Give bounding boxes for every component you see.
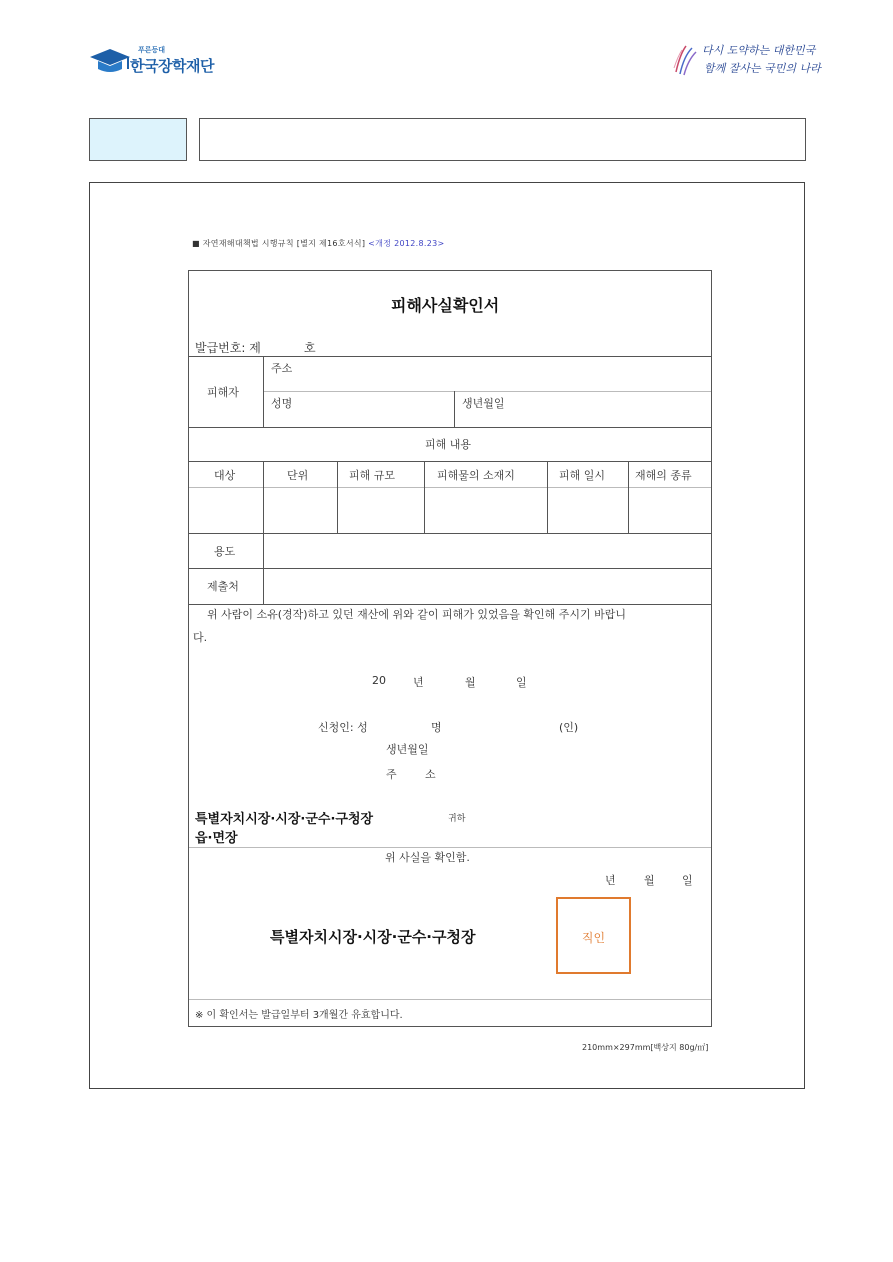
validity-note: ※ 이 확인서는 발급일부터 3개월간 유효합니다. (195, 1010, 403, 1021)
rule (189, 568, 711, 569)
rule (454, 391, 455, 427)
addressee-line-2: 읍·면장 (195, 831, 238, 846)
section-title-box (199, 118, 806, 161)
purpose-label: 용도 (214, 545, 236, 558)
rule (424, 461, 425, 533)
rule (263, 356, 264, 427)
column-header: 피해 규모 (349, 469, 396, 482)
slogan-emblem-icon (672, 42, 698, 78)
foundation-logo (88, 44, 228, 80)
birth-label: 생년월일 (462, 397, 505, 410)
rule (189, 604, 711, 605)
name-label: 성명 (271, 397, 293, 410)
applicant-address-label-2: 소 (425, 768, 436, 781)
date-month-unit: 월 (465, 676, 476, 689)
rule (189, 461, 711, 462)
rule (263, 391, 711, 392)
official-seal-text: 직인 (581, 931, 606, 945)
addressee-honorific: 귀하 (448, 814, 466, 824)
column-header: 대상 (214, 469, 236, 482)
victim-label: 피해자 (207, 386, 239, 399)
slogan-line-2: 함께 잘사는 국민의 나라 (704, 62, 821, 75)
rule (337, 461, 338, 533)
issue-number-label: 발급번호: 제 (195, 341, 261, 355)
rule (189, 999, 711, 1000)
official-seal-box (556, 897, 631, 974)
issuing-authority: 특별자치시장·시장·군수·구청장 (270, 928, 476, 946)
confirm-year: 년 (605, 874, 616, 887)
legal-basis (192, 238, 445, 249)
confirm-month: 월 (644, 874, 655, 887)
date-year-unit: 년 (413, 676, 424, 689)
rule (189, 533, 711, 534)
confirm-day: 일 (682, 874, 693, 887)
applicant-birth-label: 생년월일 (386, 743, 429, 756)
column-header: 재해의 종류 (635, 469, 692, 482)
form-title: 피해사실확인서 (391, 296, 500, 315)
paper-size-note: 210mm×297mm[백상지 80g/㎡] (582, 1043, 709, 1052)
column-header: 피해물의 소재지 (437, 469, 515, 482)
issue-number-suffix: 호 (304, 341, 316, 355)
date-year: 20 (372, 674, 386, 687)
applicant-address-label-1: 주 (386, 768, 397, 781)
graduation-cap-icon (88, 46, 132, 78)
government-slogan (672, 40, 821, 80)
rule (189, 847, 711, 848)
request-text-line-2: 다. (193, 631, 208, 644)
seal-mark: (인) (559, 721, 579, 734)
rule (263, 461, 264, 533)
column-header: 피해 일시 (559, 469, 606, 482)
slogan-line-1: 다시 도약하는 대한민국 (702, 44, 816, 57)
damage-section-title: 피해 내용 (425, 438, 472, 451)
rule (189, 427, 711, 428)
applicant-name-unit: 명 (431, 721, 442, 734)
section-label-box (89, 118, 187, 161)
date-day-unit: 일 (516, 676, 527, 689)
rule (263, 533, 264, 604)
legal-revision: <개정 2012.8.23> (368, 239, 445, 248)
damage-confirmation-form (188, 270, 712, 1027)
applicant-name-label: 신청인: 성 (318, 721, 368, 734)
address-label: 주소 (271, 362, 293, 375)
request-text-line-1: 위 사람이 소유(경작)하고 있던 재산에 위와 같이 피해가 있었음을 확인해 주시기 바랍니 (207, 608, 626, 621)
logo-name: 한국장학재단 (130, 57, 214, 75)
addressee-line-1: 특별자치시장·시장·군수·구청장 (195, 812, 374, 827)
legal-basis-text: ■ 자연재해대책법 시행규칙 [별지 제16호서식] (192, 239, 366, 248)
rule (547, 461, 548, 533)
confirm-text: 위 사실을 확인함. (385, 851, 470, 864)
submit-to-label: 제출처 (207, 580, 239, 593)
column-header: 단위 (287, 469, 309, 482)
rule (189, 356, 711, 357)
rule (189, 487, 711, 488)
logo-tagline: 푸른등대 (138, 46, 166, 54)
rule (628, 461, 629, 533)
